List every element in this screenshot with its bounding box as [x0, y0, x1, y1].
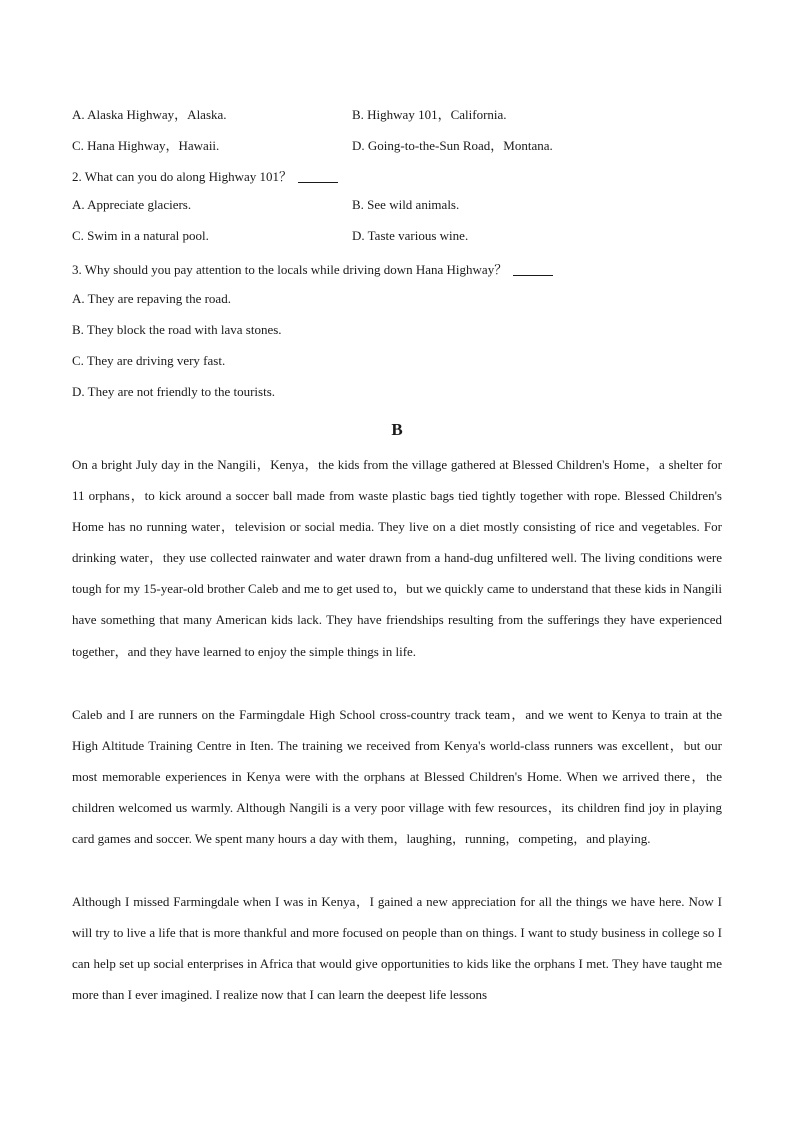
- q2-option-b: B. See wild animals.: [352, 197, 460, 212]
- q1-option-a: A. Alaska Highway，Alaska.: [72, 107, 227, 122]
- q2-options-row-1: [72, 197, 732, 217]
- q1-option-c: C. Hana Highway，Hawaii.: [72, 138, 220, 153]
- q1-options-row-1: [72, 104, 732, 124]
- passage-paragraph-3: Although I missed Farmingdale when I was in Kenya，I gained a new appreciation for all the things we have here. Now I will try to live a life that is more thankful and more focused on people than on things. I want to study business in college so I can help set up social enterprises in Africa that would give opportunities to kids like the orphans I met. They have taught me more than I ever imagined. I realize now that I can learn the deepest life lessons: [72, 894, 722, 1003]
- q2-answer-blank: [298, 182, 338, 183]
- section-title: B: [391, 420, 403, 439]
- q3-question-text: 3. Why should you pay attention to the locals while driving down Hana Highway？: [72, 262, 508, 277]
- q2-option-c: C. Swim in a natural pool.: [72, 228, 209, 243]
- passage-paragraph-1: On a bright July day in the Nangili，Kenya，the kids from the village gathered at Blessed Children's Home，a shelter for 11 orphans，to kick around a soccer ball made from waste plastic bags tied tightly together with rope. Blessed Children's Home has no running water，television or social media. They live on a diet mostly consisting of rice and vegetables. For drinking water，they use collected rainwater and water drawn from a hand-dug unfiltered well. The living conditions were tough for my 15-year-old brother Caleb and me to get used to，but we quickly came to understand that these kids in Nangili have something that many American kids lack. They have friendships resulting from the sufferings they have experienced together，and they have learned to enjoy the simple things in life.: [72, 457, 722, 659]
- q3-option-c: C. They are driving very fast.: [72, 353, 226, 368]
- q1-option-b: B. Highway 101，California.: [352, 107, 507, 122]
- q2-option-d: D. Taste various wine.: [352, 228, 469, 243]
- q3-answer-blank: [513, 275, 553, 276]
- q2-question-text: 2. What can you do along Highway 101？: [72, 169, 292, 184]
- q3-option-d: D. They are not friendly to the tourists.: [72, 384, 276, 399]
- q3-question: [72, 259, 553, 278]
- q2-question: [72, 166, 338, 185]
- q1-options-row-2: [72, 135, 732, 155]
- q1-option-d: D. Going-to-the-Sun Road，Montana.: [352, 138, 553, 153]
- q2-options-row-2: [72, 228, 732, 248]
- q3-option-b: B. They block the road with lava stones.: [72, 322, 282, 337]
- passage-paragraph-2: Caleb and I are runners on the Farmingdale High School cross-country track team，and we went to Kenya to train at the High Altitude Training Centre in Iten. The training we received from Kenya's world-class runners was excellent，but our most memorable experiences in Kenya were with the orphans at Blessed Children's Home. When we arrived there，the children welcomed us warmly. Although Nangili is a very poor village with few resources，its children find joy in playing card games and soccer. We spent many hours a day with them，laughing，running，competing，and playing.: [72, 707, 722, 847]
- q3-option-a: A. They are repaving the road.: [72, 291, 231, 306]
- q2-option-a: A. Appreciate glaciers.: [72, 197, 192, 212]
